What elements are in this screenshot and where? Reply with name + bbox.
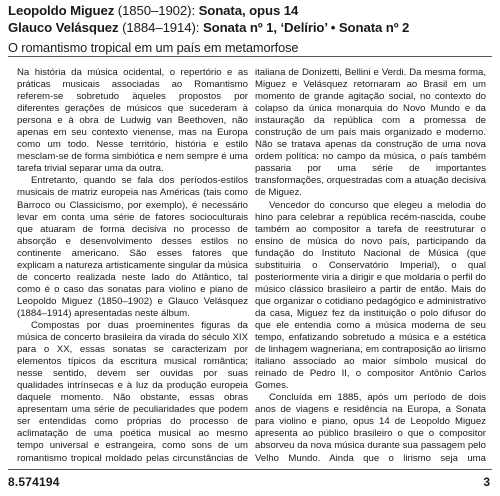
composer-dates: (1884–1914):: [118, 20, 203, 35]
work-title: Sonata, opus 14: [198, 3, 299, 18]
catalog-number: 8.574194: [8, 475, 60, 489]
paragraph: Vencedor do concurso que elegeu a melodia do hino para celebrar a república recém-nascida, coube também ao compositor a tarefa de reestruturar o ensino de música do novo país, participando da fundação do Instituto Nacional de Música (que substituiria o Conservatório Imperial), o qual posteriormente viria a dirigir e que moldaria o perfil do músico clássico brasileiro a partir de então. Mais do que organizar o cotidiano pedagógico e administrativo da casa, Miguez fez da instituição o polo difusor do que ele entendia como a música moderna de seu tempo, enfatizando sobretudo a música e a estética de linhagem wagneriana, em contraposição ao lirismo italiano associado ao maior símbolo musical do reinado de Pedro II, o compositor Antônio Carlos Gomes.: [255, 199, 486, 392]
composer-name: Glauco Velásquez: [8, 20, 119, 35]
text-column-left: [17, 67, 248, 465]
composer-dates: (1850–1902):: [114, 3, 199, 18]
paragraph: Entretanto, quando se fala dos períodos-estilos musicais de matriz europeia nas Américas (tais como Barroco ou Classicismo, por exemplo), é necessário levar em conta uma série de fatores socioculturais que atuaram de forma decisiva no processo de absorção e desenvolvimento desses estilos no continente americano. São esses fatores que explicam a natureza artisticamente singular da música de concerto realizada neste lado do Atlântico, tal como é o caso das sonatas para violino e piano de Leopoldo Miguez (1850–1902) e Glauco Velásquez (1884–1914) apresentadas neste álbum.: [17, 175, 248, 319]
work-title: Sonata nº 1, ‘Delírio’ • Sonata nº 2: [202, 20, 410, 35]
paragraph: Concluída em 1885, após um período de dois anos de viagens e residência na Europa, a Sonata para violino e piano, opus 14 de Leopoldo Miguez apresenta ao público brasileiro o que o compositor absorveu da nova música durante sua passagem pelo Velho Mundo. Ainda que o lirismo seja uma: [255, 392, 486, 464]
header-divider: [8, 56, 492, 57]
page-header: [8, 2, 494, 56]
footer-divider: [8, 469, 492, 470]
title-line-miguez: [8, 2, 494, 19]
page-number: 3: [483, 475, 490, 489]
title-line-velasquez: [8, 19, 494, 36]
paragraph: Compostas por duas proeminentes figuras da música de concerto brasileira da virada do século XIX para o XX, essas sonatas se caracterizam por elementos típicos da escritura musical romântica; nesse sentido, devem ser ouvidas por suas qualidades intrínsecas e à luz da produção europeia daquele momento. Não obstante, essas obras apresentam uma série de peculiaridades que podem ser entendidas como próprias do processo de aclimatação de uma poética musical ao mesmo tempo universal e estrangeira, como sons de um romantismo tropical moldado pelas circunstâncias de: [17, 319, 248, 464]
composer-name: Leopoldo Miguez: [8, 3, 115, 18]
paragraph: Na história da música ocidental, o repertório e as práticas musicais associadas ao Romantismo referem-se sobretudo àqueles propostos por diferentes gerações de músicos que sucederam à persona e à obra de Ludwig van Beethoven, não apenas em seu contexto vienense, mas na Europa como um todo. Nesse território, história e estilo mesclam-se de forma simbiótica e nem sempre é uma tarefa trivial separar uma da outra.: [17, 67, 248, 175]
paragraph: italiana de Donizetti, Bellini e Verdi. Da mesma forma, Miguez e Velásquez retornaram ao Brasil em um momento de grande agitação social, no contexto do colapso da única monarquia do Novo Mundo e da instauração da república com a promessa de construção de um país mais organizado e moderno. Não se tratava apenas da construção de uma nova ordem política: no campo da música, o país também passaria por uma série de importantes transformações, orquestradas com a atuação decisiva de Miguez.: [255, 67, 486, 199]
essay-subtitle: O romantismo tropical em um país em metamorfose: [8, 40, 299, 55]
text-column-right: [255, 67, 486, 465]
